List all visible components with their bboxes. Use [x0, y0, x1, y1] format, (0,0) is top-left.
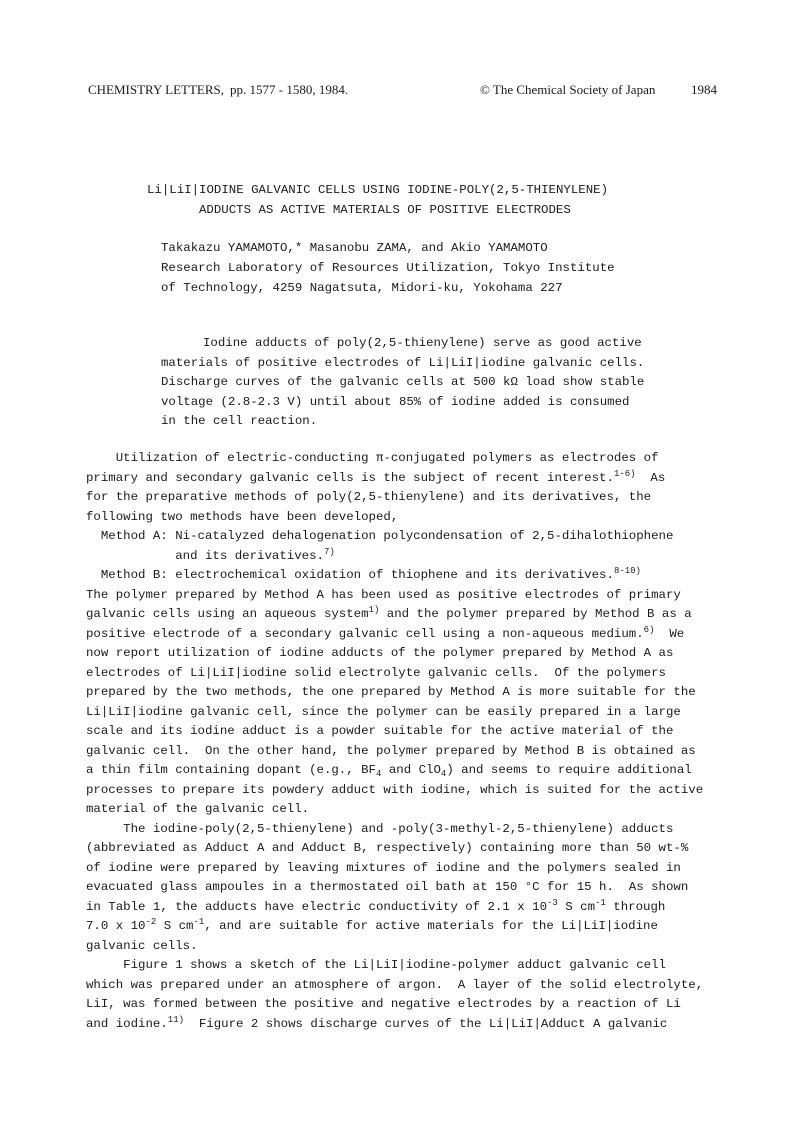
text-run: in Table 1, the adducts have electric conductivity of 2.1 x 10	[86, 899, 548, 914]
abstract	[161, 334, 691, 432]
copyright-notice: © The Chemical Society of Japan	[480, 82, 656, 97]
body-line: LiI, was formed between the positive and negative electrodes by a reaction of Li	[86, 997, 681, 1011]
text-run: Figure 2 shows discharge curves of the Li|LiI|Adduct A galvanic	[184, 1016, 668, 1031]
body-line: galvanic cells.	[86, 938, 198, 953]
body-line	[86, 917, 726, 937]
body-line	[86, 1015, 726, 1035]
author-names: Takakazu YAMAMOTO,* Masanobu ZAMA, and Akio YAMAMOTO	[161, 241, 548, 255]
text-run: galvanic cells using an aqueous system	[86, 607, 369, 621]
body-line: processes to prepare its powdery adduct with iodine, which is suited for the active	[86, 782, 704, 797]
title-line-2: ADDUCTS AS ACTIVE MATERIALS OF POSITIVE ELECTRODES	[199, 203, 571, 217]
exponent: -1	[193, 917, 205, 927]
text-run: and iodine.	[86, 1016, 168, 1031]
body-line: evacuated glass ampoules in a thermostated oil bath at 150 °C for 15 h. As shown	[86, 880, 689, 894]
citation: 1-6)	[613, 468, 636, 479]
subscript: 4	[376, 769, 382, 779]
exponent: -2	[145, 917, 157, 927]
body-line	[86, 625, 726, 645]
body-line	[86, 566, 726, 586]
header-year: 1984	[691, 82, 717, 97]
running-header	[88, 82, 723, 102]
affiliation-line-1: Research Laboratory of Resources Utilization, Tokyo Institute	[161, 261, 615, 275]
body-line: following two methods have been developed,	[86, 509, 399, 524]
text-run: S cm	[557, 899, 596, 914]
body-line: Utilization of electric-conducting π-conjugated polymers as electrodes of	[86, 451, 659, 465]
body-line	[86, 898, 726, 918]
text-run: and its derivatives.	[86, 548, 324, 563]
abstract-line: Iodine adducts of poly(2,5-thienylene) serve as good active	[203, 336, 642, 350]
citation: 1)	[368, 605, 380, 615]
title-line-1: Li|LiI|IODINE GALVANIC CELLS USING IODINE-POLY(2,5-THIENYLENE)	[147, 183, 609, 197]
author-block	[161, 238, 681, 298]
body-line: scale and its iodine adduct is a powder suitable for the active material of the	[86, 724, 674, 738]
citation: 6)	[643, 624, 655, 635]
text-run: ) and seems to require additional	[446, 763, 692, 777]
text-run: and the polymer prepared by Method B as a	[379, 607, 692, 621]
citation: 11)	[167, 1014, 184, 1025]
body-line: of iodine were prepared by leaving mixtures of iodine and the polymers sealed in	[86, 860, 681, 875]
body-line: The polymer prepared by Method A has been used as positive electrodes of primary	[86, 587, 681, 602]
body-line: material of the galvanic cell.	[86, 802, 310, 816]
text-run: , and are suitable for active materials for the Li|LiI|iodine	[204, 919, 658, 933]
body-line	[86, 469, 726, 489]
text-run: We	[654, 626, 685, 641]
text-run: positive electrode of a secondary galvanic cell using a non-aqueous medium.	[86, 626, 644, 641]
body-line: which was prepared under an atmosphere of argon. A layer of the solid electrolyte,	[86, 977, 704, 992]
body-line: The iodine-poly(2,5-thienylene) and -poly(3-methyl-2,5-thienylene) adducts	[86, 821, 674, 836]
text-run: through	[605, 899, 666, 914]
body-line: Figure 1 shows a sketch of the Li|LiI|iodine-polymer adduct galvanic cell	[86, 958, 666, 972]
text-run: a thin film containing dopant (e.g., BF	[86, 763, 376, 777]
page-range: pp. 1577 - 1580, 1984.	[230, 82, 349, 97]
text-run: As	[635, 470, 666, 485]
body-line: now report utilization of iodine adducts of the polymer prepared by Method A as	[86, 646, 674, 660]
body-line: prepared by the two methods, the one prepared by Method A is more suitable for the	[86, 685, 696, 699]
body-text	[86, 449, 726, 1034]
text-run: 7.0 x 10	[86, 919, 146, 933]
citation: 8-10)	[613, 566, 641, 576]
abstract-line: materials of positive electrodes of Li|LiI|iodine galvanic cells.	[161, 355, 645, 370]
citation: 7)	[323, 546, 335, 557]
body-line	[86, 605, 726, 625]
body-line: Li|LiI|iodine galvanic cell, since the polymer can be easily prepared in a large	[86, 704, 681, 719]
journal-name: CHEMISTRY LETTERS,	[88, 82, 225, 97]
exponent: -3	[547, 897, 558, 908]
text-run: primary and secondary galvanic cells is the subject of recent interest.	[86, 470, 614, 485]
text-run: and ClO	[381, 763, 441, 777]
body-line	[86, 547, 726, 567]
text-run: S cm	[156, 919, 194, 933]
body-line: Method A: Ni-catalyzed dehalogenation polycondensation of 2,5-dihalothiophene	[86, 529, 674, 543]
abstract-line: Discharge curves of the galvanic cells at 500 kΩ load show stable	[161, 375, 645, 390]
body-line: galvanic cell. On the other hand, the polymer prepared by Method B is obtained as	[86, 743, 696, 758]
body-line: electrodes of Li|LiI|iodine solid electrolyte galvanic cells. Of the polymers	[86, 665, 666, 680]
text-run: Method B: electrochemical oxidation of thiophene and its derivatives.	[86, 568, 614, 582]
body-line: for the preparative methods of poly(2,5-thienylene) and its derivatives, the	[86, 490, 652, 504]
affiliation-line-2: of Technology, 4259 Nagatsuta, Midori-ku, Yokohama 227	[161, 281, 563, 295]
body-line: (abbreviated as Adduct A and Adduct B, respectively) containing more than 50 wt-%	[86, 841, 689, 855]
abstract-line: voltage (2.8-2.3 V) until about 85% of iodine added is consumed	[161, 394, 630, 409]
article-title	[147, 180, 667, 220]
exponent: -1	[595, 897, 606, 908]
abstract-line: in the cell reaction.	[161, 414, 318, 429]
subscript: 4	[440, 769, 447, 779]
body-line	[86, 761, 726, 781]
